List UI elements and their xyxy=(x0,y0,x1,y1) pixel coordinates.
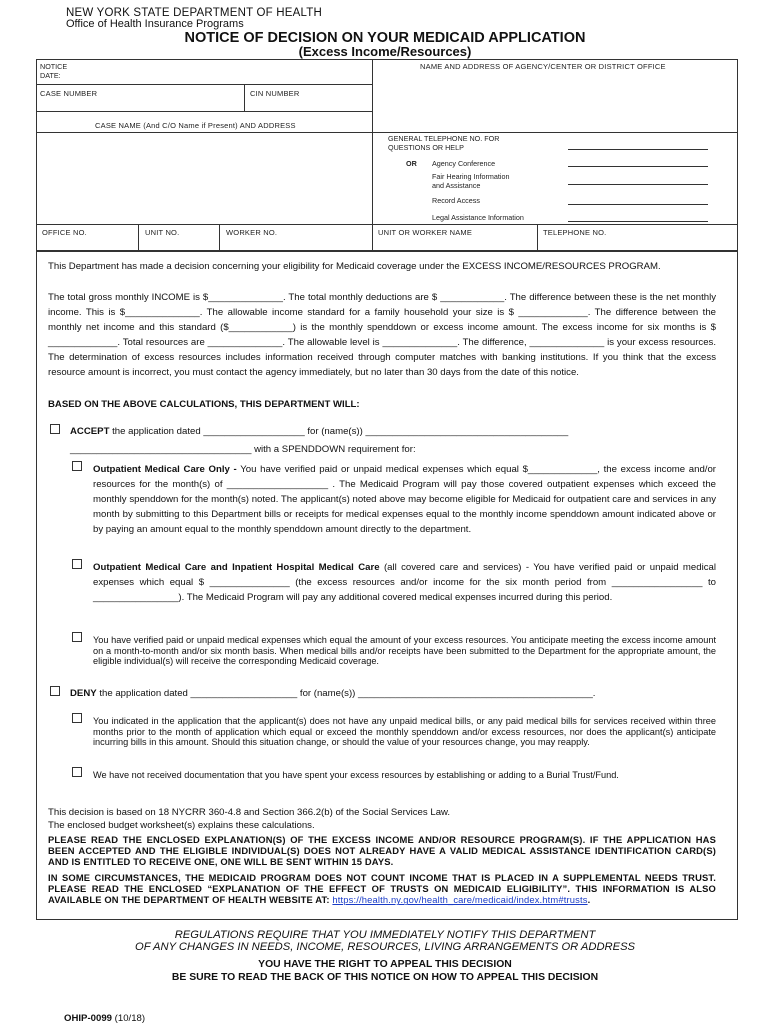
or-label: OR xyxy=(406,159,417,168)
general-phone-label: GENERAL TELEPHONE NO. FOR QUESTIONS OR HELP xyxy=(388,134,500,152)
please-read-notice: PLEASE READ THE ENCLOSED EXPLANATION(S) OF THE EXCESS INCOME AND/OR RESOURCE PROGRAM(S). IF THE APPLICATION HAS BEEN ACCEPTED AND THE ELIGIBLE INDIVIDUAL(S) DOES NOT ALREADY HAVE A VALID MEDICAL ASSISTANCE IDENTIFICATION CARD(S) AND IS ENTITLED TO RECEIVE ONE, ONE WILL BE SENT WITHIN 15 DAYS. xyxy=(48,834,716,868)
office-name: Office of Health Insurance Programs xyxy=(66,18,244,30)
deny-application-text: the application dated ____________________ for (name(s)) ____________________________________________. xyxy=(99,688,596,699)
no-bills-checkbox[interactable] xyxy=(72,713,82,723)
excess-resources-checkbox[interactable] xyxy=(72,632,82,642)
intro-text: This Department has made a decision concerning your eligibility for Medicaid coverage under the EXCESS INCOME/RESOURCES PROGRAM. xyxy=(48,261,661,272)
accept-label: ACCEPT xyxy=(70,426,110,437)
office-no-label: OFFICE NO. xyxy=(42,228,87,237)
appeal-right: YOU HAVE THE RIGHT TO APPEAL THIS DECISION xyxy=(258,959,512,970)
legal-assistance-label: Legal Assistance Information xyxy=(432,213,524,222)
outpatient-inpatient-body: (all covered care and services) - You have verified paid or unpaid medical expenses which equal $ _______________ (the excess resources and/or income for the six month period from _________________ to ________________). The Medicaid Program will pay any additional covered medical expenses incurred during this period. xyxy=(93,562,716,603)
deny-label: DENY xyxy=(70,688,97,699)
outpatient-only-checkbox[interactable] xyxy=(72,461,82,471)
fair-hearing-field[interactable] xyxy=(568,184,708,185)
form-header-grid xyxy=(36,59,738,251)
page-title: NOTICE OF DECISION ON YOUR MEDICAID APPLICATION xyxy=(184,30,586,46)
trust-notice xyxy=(48,872,716,906)
burial-trust-text: We have not received documentation that you have spent your excess resources by establishing or adding to a Burial Trust/Fund. xyxy=(93,770,619,780)
unit-worker-name-label: UNIT OR WORKER NAME xyxy=(378,228,473,237)
outpatient-inpatient-text xyxy=(93,560,716,605)
regulations-line-2: OF ANY CHANGES IN NEEDS, INCOME, RESOURCES, LIVING ARRANGEMENTS OR ADDRESS xyxy=(135,941,635,953)
spenddown-line: __________________________________ with a SPENDDOWN requirement for: xyxy=(70,444,416,455)
trust-notice-text: IN SOME CIRCUMSTANCES, THE MEDICAID PROGRAM DOES NOT COUNT INCOME THAT IS PLACED IN A SUPPLEMENTAL NEEDS TRUST. PLEASE READ THE ENCLOSED “EXPLANATION OF THE EFFECT OF TRUSTS ON MEDICAID ELIGIBILITY”. THIS INFORMATION IS ALSO AVAILABLE ON THE DEPARTMENT OF HEALTH WEBSITE AT: xyxy=(48,872,716,906)
agency-name: NEW YORK STATE DEPARTMENT OF HEALTH xyxy=(66,7,322,19)
record-access-field[interactable] xyxy=(568,204,708,205)
page-subtitle: (Excess Income/Resources) xyxy=(298,44,472,59)
agency-address-label: NAME AND ADDRESS OF AGENCY/CENTER OR DISTRICT OFFICE xyxy=(420,62,666,71)
agency-conference-label: Agency Conference xyxy=(432,159,496,168)
fair-hearing-label: Fair Hearing Information and Assistance xyxy=(432,172,510,190)
unit-no-label: UNIT NO. xyxy=(145,228,180,237)
based-on-heading: BASED ON THE ABOVE CALCULATIONS, THIS DEPARTMENT WILL: xyxy=(48,399,360,410)
outpatient-only-text xyxy=(93,462,716,537)
outpatient-only-body: You have verified paid or unpaid medical expenses which equal $_____________, the excess income and/or resources for the month(s) of ___________________ . The Medicaid Program will pay those covered outpatient expenses which exceed the monthly spenddown for the month(s) noted. The applicant(s) noted above may become eligible for Medicaid for outpatient care and services in any month by submitting to this Department bills or receipts for medical expenses equal to the monthly income spenddown amount indicated above or by paying an amount equal to the monthly spenddown amount directly to the department. xyxy=(93,464,716,535)
case-number-label: CASE NUMBER xyxy=(40,89,98,98)
legal-assistance-field[interactable] xyxy=(568,221,708,222)
trusts-link[interactable]: https://health.ny.gov/health_care/medicaid/index.htm#trusts xyxy=(332,894,588,906)
record-access-label: Record Access xyxy=(432,196,480,205)
excess-resources-text: You have verified paid or unpaid medical expenses which equal the amount of your excess resources. You anticipate meeting the excess income amount on a month-to-month and/or six month basis. When medical bills and/or receipts have been submitted to the Department for the appropriate amount, the eligible individual(s) will receive the corresponding Medicaid coverage. xyxy=(93,635,716,667)
deny-checkbox[interactable] xyxy=(50,686,60,696)
general-phone-field[interactable] xyxy=(568,149,708,150)
regulations-line-1: REGULATIONS REQUIRE THAT YOU IMMEDIATELY NOTIFY THIS DEPARTMENT xyxy=(174,929,596,941)
calculation-text: The total gross monthly INCOME is $______________. The total monthly deductions are $ ____________. The difference between these is the net monthly income. This is $______________. The allowable income standard for a family household your size is $ _____________. The difference between the monthly net income and this standard ($____________) is the monthly spenddown or excess income amount. The excess income for six months is $ _____________. Total resources are ______________. The allowable level is ______________. The difference, ______________ is your excess resources. The determination of excess resources includes information received through computer matches with banking institutions. If you think that the excess resource amount is incorrect, you must contact the agency immediately, but no later than 30 days from the date of this notice. xyxy=(48,292,716,378)
form-revision: (10/18) xyxy=(114,1013,146,1024)
outpatient-only-title: Outpatient Medical Care Only - xyxy=(93,464,237,475)
notice-date-label: NOTICE DATE: xyxy=(40,62,68,80)
outpatient-inpatient-checkbox[interactable] xyxy=(72,559,82,569)
trust-link-period: . xyxy=(587,894,591,906)
case-name-label: CASE NAME (And C/O Name if Present) AND ADDRESS xyxy=(95,121,296,130)
agency-conference-field[interactable] xyxy=(568,166,708,167)
telephone-no-label: TELEPHONE NO. xyxy=(543,228,607,237)
accept-checkbox[interactable] xyxy=(50,424,60,434)
legal-basis: This decision is based on 18 NYCRR 360-4.8 and Section 366.2(b) of the Social Services Law. xyxy=(48,807,451,818)
cin-number-label: CIN NUMBER xyxy=(250,89,300,98)
accept-application-text: the application dated ___________________ for (name(s)) ______________________________________ xyxy=(112,426,569,437)
form-id: OHIP-0099 xyxy=(64,1013,112,1024)
appeal-instructions: BE SURE TO READ THE BACK OF THIS NOTICE ON HOW TO APPEAL THIS DECISION xyxy=(171,972,599,983)
burial-trust-checkbox[interactable] xyxy=(72,767,82,777)
worker-no-label: WORKER NO. xyxy=(226,228,278,237)
no-bills-text: You indicated in the application that the applicant(s) does not have any unpaid medical bills, or any paid medical bills for services received within three months prior to the month of application which equal or exceed the monthly spenddown and/or excess resources, nor does the applicant(s) anticipate incurring bills in this amount. Should this situation change, or should the value of your resources change, you may reapply. xyxy=(93,716,716,748)
deny-line xyxy=(70,688,595,699)
accept-line xyxy=(70,426,568,437)
outpatient-inpatient-title: Outpatient Medical Care and Inpatient Hospital Medical Care xyxy=(93,562,380,573)
form-number xyxy=(64,1013,145,1024)
worksheet-note: The enclosed budget worksheet(s) explains these calculations. xyxy=(48,820,315,831)
